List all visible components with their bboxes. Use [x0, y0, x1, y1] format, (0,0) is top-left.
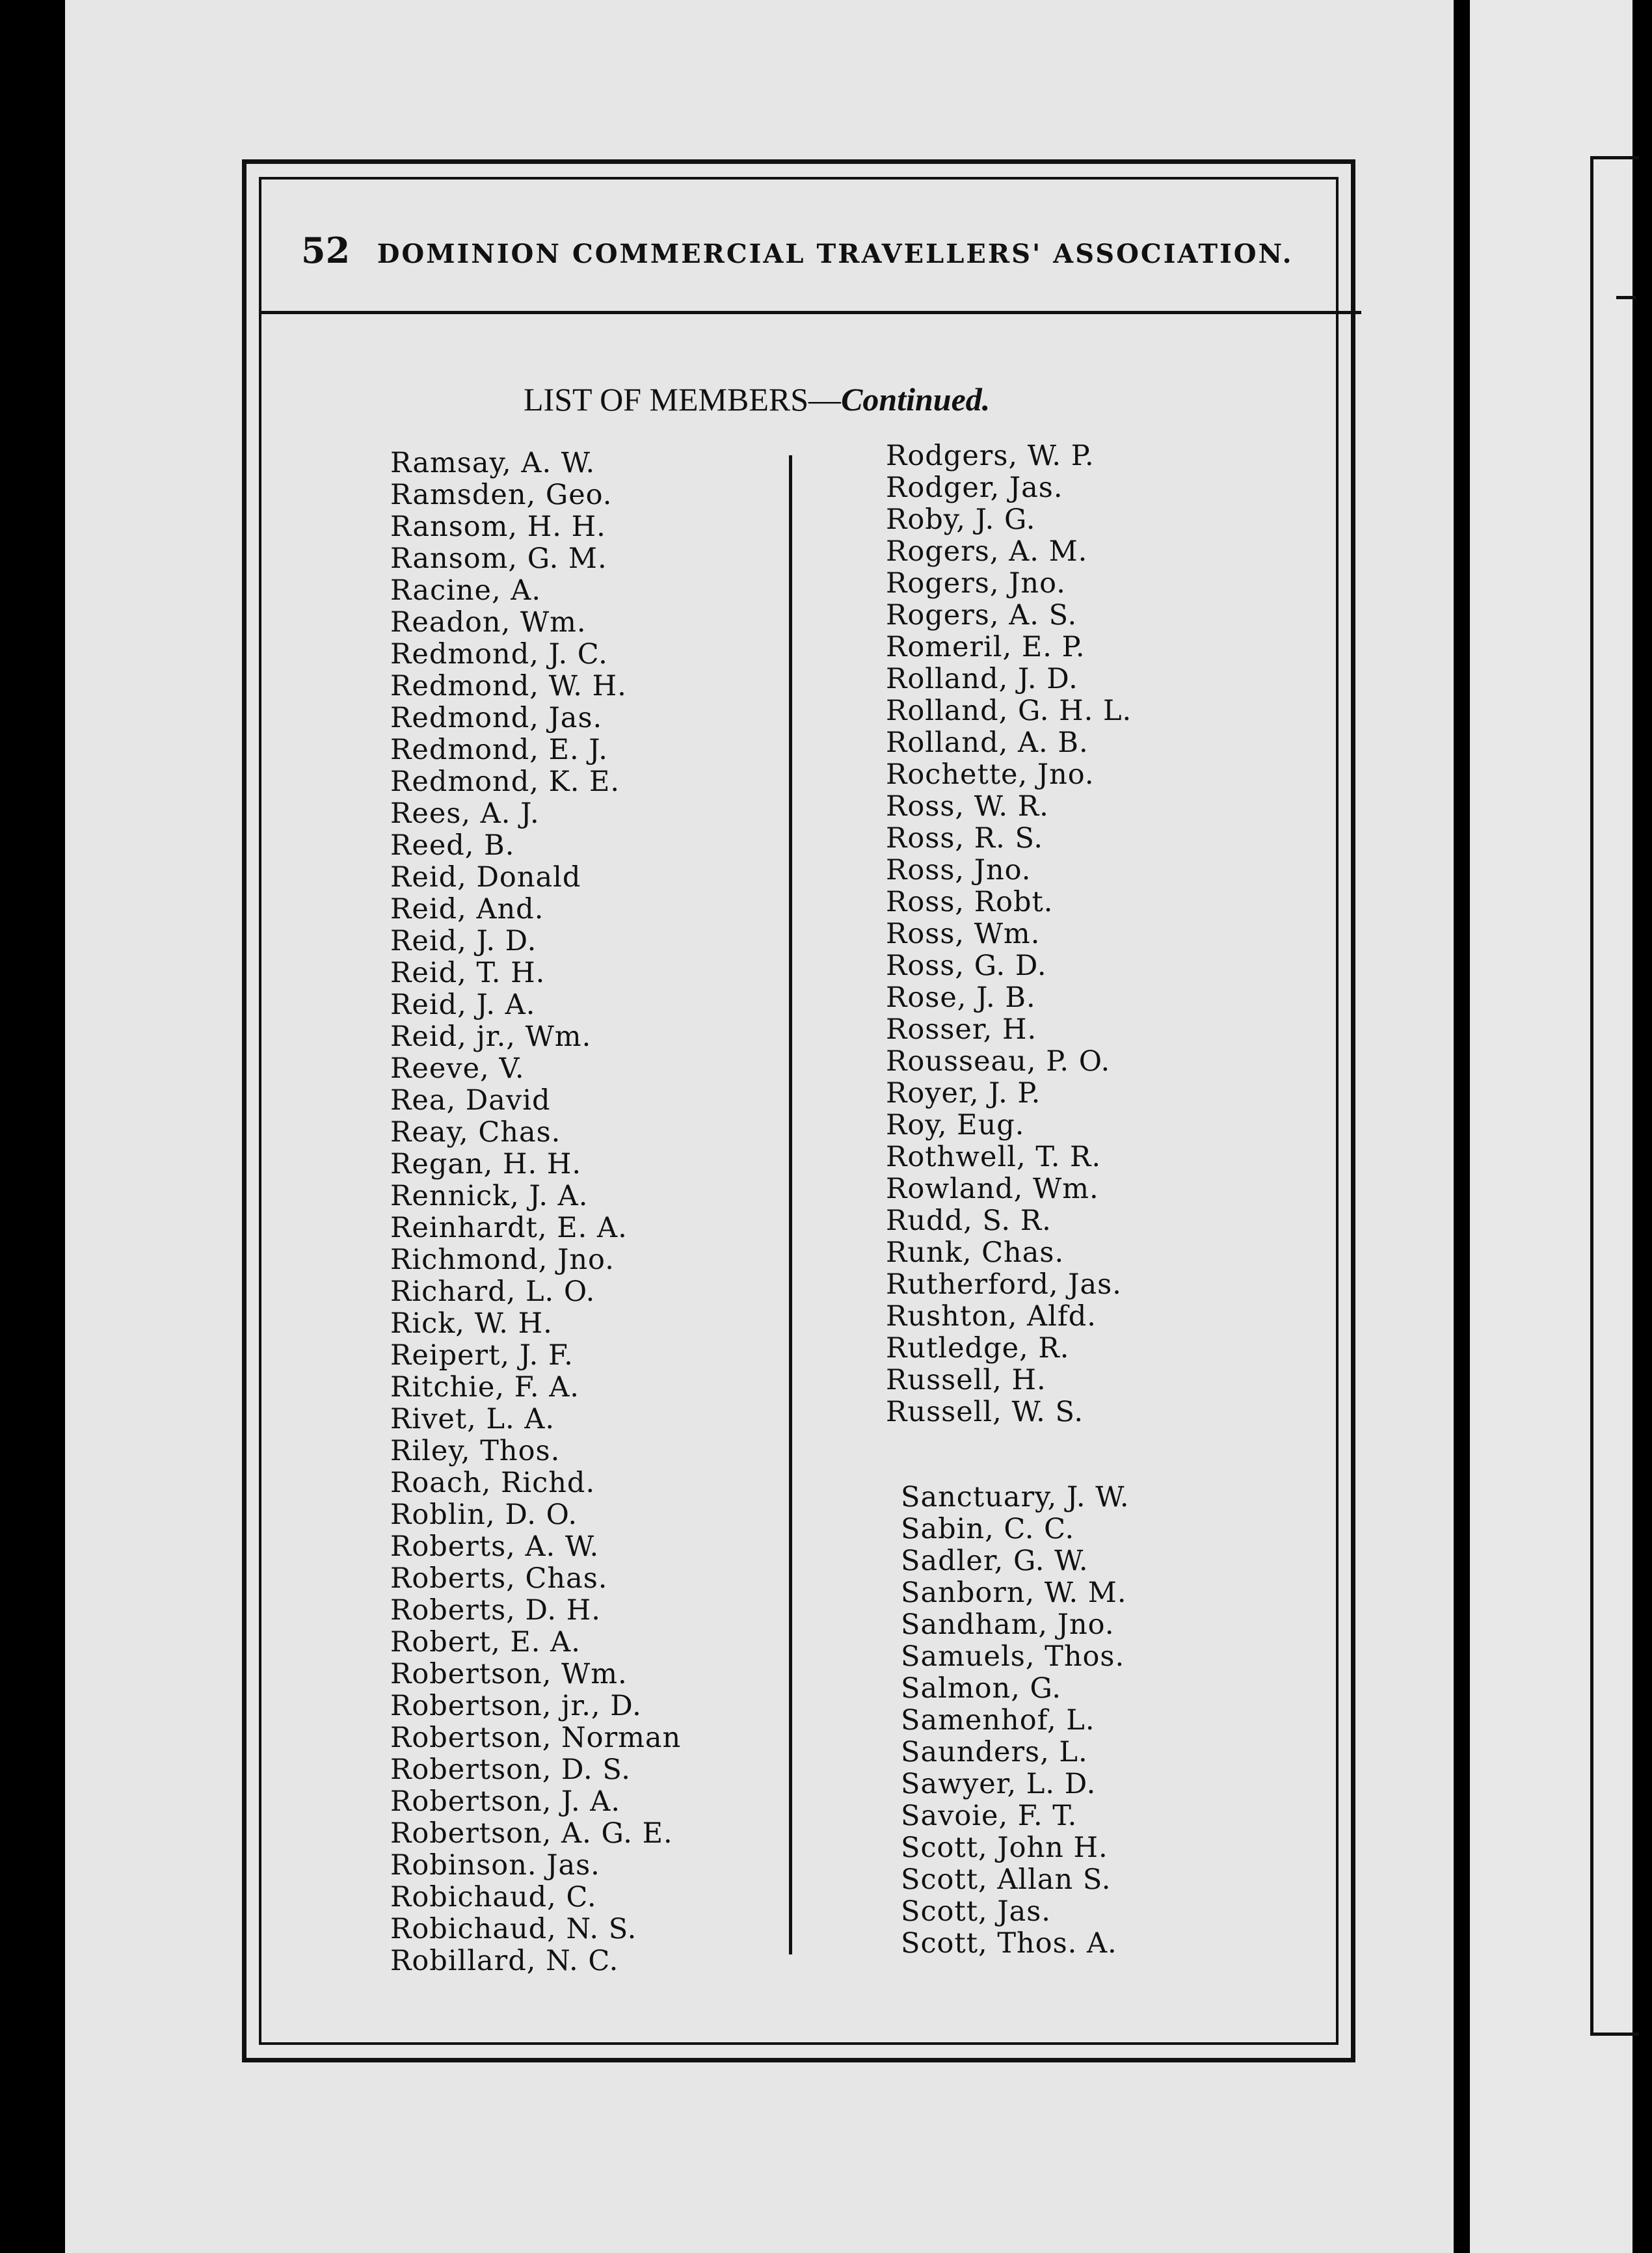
member-entry: Rudd, S. R.: [886, 1205, 1052, 1237]
member-entry: Robertson, J. A.: [390, 1785, 621, 1818]
member-entry: Rogers, A. M.: [886, 535, 1088, 568]
member-entry: Rick, W. H.: [390, 1307, 553, 1340]
header-rule: [260, 311, 1361, 314]
member-entry: Rivet, L. A.: [390, 1403, 555, 1435]
member-entry: Rutherford, Jas.: [886, 1268, 1122, 1301]
member-entry: Sabin, C. C.: [901, 1513, 1075, 1545]
member-entry: Robertson, Norman: [390, 1722, 682, 1754]
member-entry: Rennick, J. A.: [390, 1180, 589, 1212]
running-title: DOMINION COMMERCIAL TRAVELLERS' ASSOCIATION.: [377, 239, 1294, 269]
member-entry: Robertson, Wm.: [390, 1658, 628, 1690]
member-entry: Rosser, H.: [886, 1013, 1037, 1046]
member-entry: Samenhof, L.: [901, 1704, 1095, 1737]
member-entry: Robinson. Jas.: [390, 1849, 600, 1882]
member-entry: Royer, J. P.: [886, 1077, 1041, 1110]
list-title: [524, 380, 990, 418]
member-entry: Robillard, N. C.: [390, 1945, 619, 1977]
member-entry: Scott, Allan S.: [901, 1863, 1112, 1896]
member-entry: Riley, Thos.: [390, 1435, 561, 1467]
member-entry: Rose, J. B.: [886, 981, 1036, 1014]
member-entry: Scott, John H.: [901, 1832, 1108, 1864]
member-entry: Reipert, J. F.: [390, 1339, 574, 1372]
member-entry: Roach, Richd.: [390, 1467, 596, 1499]
member-entry: Salmon, G.: [901, 1672, 1062, 1705]
member-entry: Roby, J. G.: [886, 503, 1036, 536]
member-entry: Rolland, A. B.: [886, 727, 1089, 759]
member-entry: Rogers, A. S.: [886, 599, 1078, 632]
member-entry: Ross, G. D.: [886, 950, 1047, 982]
member-entry: Reid, J. A.: [390, 989, 536, 1021]
member-entry: Roberts, D. H.: [390, 1594, 601, 1627]
page-number: 52: [301, 230, 351, 271]
member-entry: Saunders, L.: [901, 1736, 1088, 1768]
member-entry: Robichaud, N. S.: [390, 1913, 637, 1945]
member-entry: Reid, And.: [390, 893, 544, 926]
member-entry: Robertson, D. S.: [390, 1753, 631, 1786]
adjacent-page-frame: [1590, 156, 1639, 2036]
page-header: [301, 230, 1294, 271]
list-title-continued: Continued.: [841, 381, 991, 418]
member-entry: Reeve, V.: [390, 1052, 525, 1085]
member-entry: Ramsay, A. W.: [390, 447, 596, 479]
member-entry: Sawyer, L. D.: [901, 1768, 1097, 1800]
member-entry: Redmond, E. J.: [390, 734, 608, 766]
adjacent-page-header-rule: [1616, 296, 1636, 299]
member-entry: Sadler, G. W.: [901, 1545, 1089, 1577]
member-entry: Reid, Donald: [390, 861, 581, 894]
member-entry: Roy, Eug.: [886, 1109, 1025, 1141]
member-entry: Redmond, J. C.: [390, 638, 608, 671]
member-entry: Rushton, Alfd.: [886, 1300, 1097, 1333]
member-entry: Rutledge, R.: [886, 1332, 1070, 1365]
member-entry: Roberts, Chas.: [390, 1562, 608, 1595]
member-entry: Racine, A.: [390, 574, 542, 607]
member-entry: Reed, B.: [390, 829, 515, 862]
member-entry: Ross, Jno.: [886, 854, 1032, 887]
member-entry: Rees, A. J.: [390, 797, 540, 830]
member-entry: Ritchie, F. A.: [390, 1371, 580, 1404]
member-entry: Rowland, Wm.: [886, 1173, 1099, 1205]
member-entry: Rolland, G. H. L.: [886, 695, 1132, 727]
member-entry: Ross, R. S.: [886, 822, 1044, 855]
member-entry: Reid, T. H.: [390, 957, 546, 989]
member-entry: Reinhardt, E. A.: [390, 1212, 628, 1244]
member-entry: Richmond, Jno.: [390, 1244, 615, 1276]
member-entry: Savoie, F. T.: [901, 1800, 1078, 1832]
member-entry: Scott, Thos. A.: [901, 1927, 1117, 1960]
member-entry: Rodger, Jas.: [886, 472, 1063, 504]
member-entry: Redmond, Jas.: [390, 702, 603, 734]
member-list-right-column-s: [901, 1482, 1130, 1960]
member-entry: Samuels, Thos.: [901, 1640, 1125, 1673]
member-entry: Rochette, Jno.: [886, 758, 1095, 791]
member-entry: Roberts, A. W.: [390, 1530, 600, 1563]
member-entry: Rea, David: [390, 1084, 551, 1117]
member-entry: Russell, H.: [886, 1364, 1046, 1396]
member-entry: Richard, L. O.: [390, 1275, 596, 1308]
member-entry: Robertson, A. G. E.: [390, 1817, 673, 1850]
member-entry: Robichaud, C.: [390, 1881, 597, 1913]
member-entry: Ross, W. R.: [886, 790, 1049, 823]
column-divider: [789, 455, 792, 1954]
member-entry: Sanctuary, J. W.: [901, 1481, 1130, 1513]
member-entry: Romeril, E. P.: [886, 631, 1086, 663]
list-title-main: LIST OF MEMBERS—: [524, 381, 842, 418]
member-entry: Roblin, D. O.: [390, 1499, 578, 1531]
member-entry: Rothwell, T. R.: [886, 1141, 1102, 1173]
member-entry: Rolland, J. D.: [886, 663, 1078, 695]
member-entry: Ross, Wm.: [886, 918, 1041, 950]
member-list-right-column-r: [886, 440, 1132, 1428]
member-entry: Rodgers, W. P.: [886, 440, 1095, 472]
member-entry: Sandham, Jno.: [901, 1608, 1115, 1641]
member-entry: Russell, W. S.: [886, 1396, 1084, 1428]
member-entry: Runk, Chas.: [886, 1236, 1065, 1269]
member-entry: Ransom, G. M.: [390, 542, 607, 575]
member-entry: Readon, Wm.: [390, 606, 587, 639]
member-entry: Rogers, Jno.: [886, 567, 1066, 600]
member-entry: Rousseau, P. O.: [886, 1045, 1111, 1078]
member-entry: Reid, J. D.: [390, 925, 537, 957]
member-entry: Sanborn, W. M.: [901, 1577, 1127, 1609]
member-entry: Redmond, K. E.: [390, 766, 620, 798]
member-entry: Regan, H. H.: [390, 1148, 582, 1180]
member-entry: Reid, jr., Wm.: [390, 1020, 592, 1053]
member-list-left-column: [390, 447, 681, 1977]
member-entry: Reay, Chas.: [390, 1116, 561, 1149]
member-entry: Ransom, H. H.: [390, 511, 606, 543]
member-entry: Scott, Jas.: [901, 1895, 1051, 1928]
member-entry: Ross, Robt.: [886, 886, 1054, 918]
member-entry: Redmond, W. H.: [390, 670, 627, 702]
member-entry: Ramsden, Geo.: [390, 479, 613, 511]
member-entry: Robert, E. A.: [390, 1626, 581, 1659]
member-entry: Robertson, jr., D.: [390, 1690, 642, 1722]
